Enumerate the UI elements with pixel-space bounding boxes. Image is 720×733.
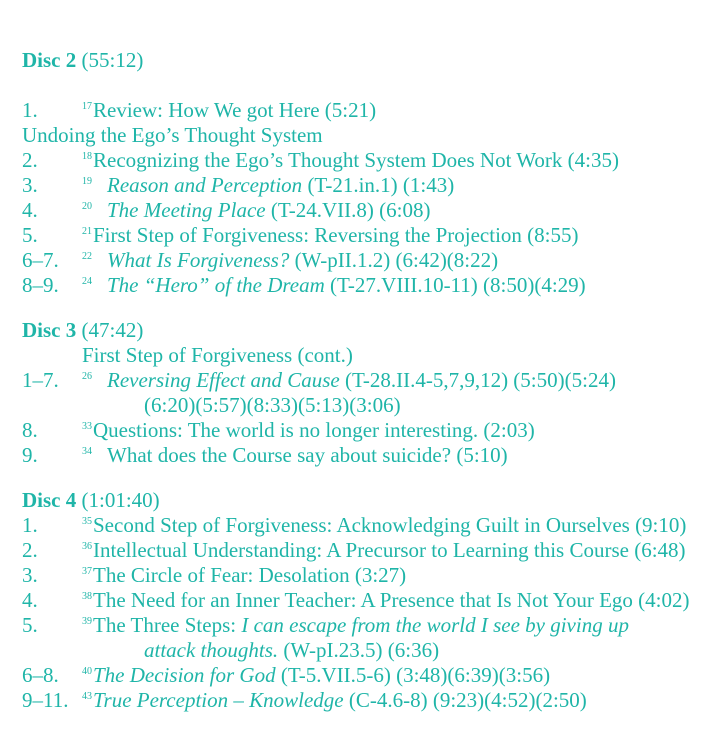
track-row: [22, 563, 712, 588]
track-row: [22, 418, 712, 443]
track-number: 8.: [22, 418, 38, 442]
track-title-italic: attack thoughts.: [144, 638, 279, 662]
track-listing: [22, 48, 712, 733]
track-number: 3.: [22, 563, 38, 587]
track-reference: (T-21.in.1) (1:43): [302, 173, 455, 197]
track-number: 9–11.: [22, 688, 69, 712]
track-row: [22, 248, 712, 273]
disc-3-section: [22, 318, 712, 468]
footnote-ref: 21: [82, 226, 92, 237]
track-title: The Three Steps:: [93, 613, 242, 637]
track-number: 1–7.: [22, 368, 59, 392]
track-title: First Step of Forgiveness: Reversing the Projection (8:55): [93, 223, 579, 247]
disc-duration: (47:42): [81, 318, 144, 342]
track-number: 1.: [22, 98, 38, 122]
disc-label: Disc 3: [22, 318, 77, 342]
track-title: The Circle of Fear: Desolation (3:27): [93, 563, 407, 587]
track-number: 6–7.: [22, 248, 59, 272]
track-title-italic: Reason and Perception: [107, 173, 303, 197]
track-number: 9.: [22, 443, 38, 467]
track-reference: (C-4.6-8) (9:23)(4:52)(2:50): [343, 688, 587, 712]
disc-label: Disc 2: [22, 48, 77, 72]
track-title: Recognizing the Ego’s Thought System Does Not Work (4:35): [93, 148, 619, 172]
track-number: 6–8.: [22, 663, 59, 687]
footnote-ref: 20: [82, 201, 92, 212]
footnote-ref: 22: [82, 251, 92, 262]
track-row-continued: [22, 393, 712, 418]
track-title-italic: True Perception – Knowledge: [93, 688, 344, 712]
footnote-ref: 18: [82, 151, 92, 162]
track-row: [22, 98, 712, 123]
track-title-italic: The Decision for God: [93, 663, 276, 687]
track-title: Questions: The world is no longer interesting. (2:03): [93, 418, 535, 442]
track-reference: (T-28.II.4-5,7,9,12) (5:50)(5:24): [339, 368, 616, 392]
track-row: [22, 198, 712, 223]
track-reference: (T-24.VII.8) (6:08): [265, 198, 431, 222]
track-number: 2.: [22, 148, 38, 172]
track-number: 5.: [22, 613, 38, 637]
disc-duration: (55:12): [81, 48, 144, 72]
disc-heading: [22, 488, 712, 513]
footnote-ref: 24: [82, 276, 92, 287]
track-reference: (T-27.VIII.10-11) (8:50)(4:29): [324, 273, 586, 297]
track-title-italic: The “Hero” of the Dream: [107, 273, 325, 297]
footnote-ref: 39: [82, 616, 92, 627]
track-times-continued: (6:20)(5:57)(8:33)(5:13)(3:06): [144, 393, 401, 417]
track-number: 4.: [22, 198, 38, 222]
track-row: [22, 513, 712, 538]
track-row: [22, 688, 712, 713]
track-title: Intellectual Understanding: A Precursor to Learning this Course (6:48): [93, 538, 686, 562]
track-title-italic: I can escape from the world I see by giving up: [241, 613, 629, 637]
disc-heading: [22, 48, 712, 73]
track-number: 4.: [22, 588, 38, 612]
track-title: Second Step of Forgiveness: Acknowledging Guilt in Ourselves (9:10): [93, 513, 687, 537]
track-row: [22, 613, 712, 638]
track-row: [22, 273, 712, 298]
track-row: [22, 538, 712, 563]
disc-label: Disc 4: [22, 488, 77, 512]
disc-duration: (1:01:40): [81, 488, 160, 512]
subheading-text: Undoing the Ego’s Thought System: [22, 123, 323, 147]
track-row: [22, 443, 712, 468]
track-row: [22, 148, 712, 173]
track-row: [22, 663, 712, 688]
track-row: [22, 588, 712, 613]
footnote-ref: 19: [82, 176, 92, 187]
footnote-ref: 37: [82, 566, 92, 577]
track-row-continued: [22, 638, 712, 663]
track-reference: (W-pII.1.2) (6:42)(8:22): [289, 248, 499, 272]
section-subheading: [22, 123, 712, 148]
track-number: 5.: [22, 223, 38, 247]
disc-heading: [22, 318, 712, 343]
subheading-text: First Step of Forgiveness (cont.): [82, 343, 353, 367]
section-subheading: [22, 343, 712, 368]
footnote-ref: 33: [82, 421, 92, 432]
track-title: What does the Course say about suicide? (5:10): [107, 443, 508, 467]
track-row: [22, 223, 712, 248]
track-reference: (T-5.VII.5-6) (3:48)(6:39)(3:56): [275, 663, 551, 687]
track-title-italic: What Is Forgiveness?: [107, 248, 290, 272]
footnote-ref: 17: [82, 101, 92, 112]
footnote-ref: 34: [82, 446, 92, 457]
footnote-ref: 36: [82, 541, 92, 552]
track-title-italic: The Meeting Place: [107, 198, 266, 222]
footnote-ref: 43: [82, 691, 92, 702]
footnote-ref: 40: [82, 666, 92, 677]
footnote-ref: 35: [82, 516, 92, 527]
track-number: 1.: [22, 513, 38, 537]
track-row: [22, 173, 712, 198]
track-row: [22, 368, 712, 393]
disc-2-section: [22, 48, 712, 298]
track-number: 2.: [22, 538, 38, 562]
track-title: The Need for an Inner Teacher: A Presence that Is Not Your Ego (4:02): [93, 588, 690, 612]
footnote-ref: 26: [82, 371, 92, 382]
track-reference: (W-pI.23.5) (6:36): [278, 638, 440, 662]
track-title-italic: Reversing Effect and Cause: [107, 368, 340, 392]
track-number: 3.: [22, 173, 38, 197]
footnote-ref: 38: [82, 591, 92, 602]
track-number: 8–9.: [22, 273, 59, 297]
track-title: Review: How We got Here (5:21): [93, 98, 377, 122]
disc-4-section: [22, 488, 712, 713]
